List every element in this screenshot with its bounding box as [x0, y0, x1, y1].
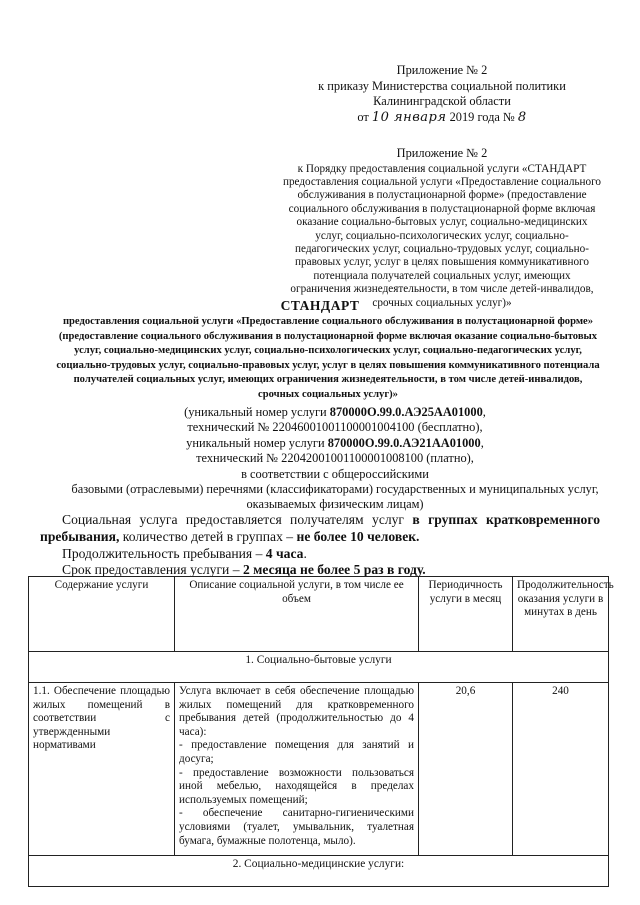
service-identifiers [40, 405, 630, 513]
table-row [29, 683, 609, 856]
description-intro: Услуга включает в себя обеспечение площадью жилых помещений для кратковременного пребывания детей (продолжительностью до 4 часа): [179, 685, 414, 738]
paragraph-duration: Продолжительность пребывания – 4 часа. [62, 546, 307, 561]
row-content-cell: 1.1. Обеспечение площадью жилых помещений в соответствии с утвержденными нормативами [29, 683, 175, 856]
year-text: 2019 года № [449, 109, 515, 124]
paragraph-term: Срок предоставления услуги – 2 месяца не более 5 раз в году. [62, 562, 426, 577]
appendix-order-date [282, 110, 602, 126]
identifier-line6: базовыми (отраслевыми) перечнями (классификаторами) государственных и муниципальных услуг, оказываемых физическим лицам) [71, 482, 599, 512]
description-item: - предоставление помещения для занятий и досуга; [179, 739, 414, 765]
appendix-procedure-line1: Приложение № 2 [396, 146, 488, 160]
handwritten-number: 8 [517, 109, 527, 125]
unique-number-free: 870000О.99.0.АЭ25АА01000 [329, 405, 483, 419]
appendix-order-line1: Приложение № 2 [396, 63, 488, 77]
appendix-order-line2: к приказу Министерства социальной политики [318, 78, 566, 93]
date-prefix: от [357, 109, 369, 124]
standard-subtitle: предоставления социальной услуги «Предоставление социального обслуживания в полустационарной форме» (предоставление социального обслуживания в полустационарной форме включая оказание социально-бытовых услуг, социально-медицинских услуг, социально-психологических услуг, социально-педагогических услуг, социально-трудовых услуг, социально-правовых услуг, услуг в целях повышения коммуникативного потенциала получателей социальных услуг, имеющих ограничения жизнедеятельности, в том числе детей-инвалидов, срочных социальных услуг)» [56, 316, 600, 400]
identifier-line3: уникальный номер услуги 870000О.99.0.АЭ21АА01000, [186, 435, 484, 450]
header-description: Описание социальной услуги, в том числе ее объем [175, 577, 419, 652]
unique-number-paid: 870000О.99.0.АЭ21АА01000 [327, 435, 481, 450]
header-duration: Продолжительность оказания услуги в минутах в день [513, 577, 609, 652]
identifier-line1: (уникальный номер услуги 870000О.99.0.АЭ25АА01000, [184, 405, 486, 419]
standard-title: СТАНДАРТ [280, 298, 360, 313]
table-section-row [29, 652, 609, 683]
appendix-procedure-block [282, 146, 602, 310]
appendix-order-block [282, 63, 602, 125]
header-content: Содержание услуги [29, 577, 175, 652]
row-frequency-cell: 20,6 [419, 683, 513, 856]
identifier-line5: в соответствии с общероссийскими [241, 466, 429, 481]
identifier-line2: технический № 22046001001100001004100 (бесплатно), [187, 420, 483, 435]
description-item: - предоставление возможности пользоваться иной мебелью, находящейся в пределах используемых помещений; [179, 766, 414, 806]
appendix-order-line3: Калининградской области [373, 94, 511, 109]
row-description-cell [175, 683, 419, 856]
header-frequency: Периодичность услуги в месяц [419, 577, 513, 652]
section-social-household: 1. Социально-бытовые услуги [29, 652, 609, 683]
services-table [28, 576, 614, 887]
table-header-row [29, 577, 609, 652]
paragraph-groups: Социальная услуга предоставляется получателям услуг в группах кратковременного пребывания, количество детей в группах – не более 10 человек. [40, 512, 600, 544]
row-duration-cell: 240 [513, 683, 609, 856]
appendix-procedure-body: к Порядку предоставления социальной услуги «СТАНДАРТ предоставления социальной услуги «Предоставление социального обслуживания в полустационарной форме» (предоставление социального обслуживания в полустационарной форме включая оказание социально-бытовых услуг, социально-медицинских услуг, социально-психологических услуг, социально-педагогических услуг, социально-трудовых услуг, социально-правовых услуг, услуг в целях повышения коммуникативного потенциала получателей социальных услуг, имеющих ограничения жизнедеятельности, в том числе детей-инвалидов, срочных социальных услуг)» [282, 162, 602, 309]
section-social-medical: 2. Социально-медицинские услуги: [29, 856, 609, 887]
table-section-row [29, 856, 609, 887]
identifier-line4: технический № 22042001001100001008100 (платно), [196, 451, 474, 466]
handwritten-date: 10 января [371, 109, 447, 125]
description-item: - обеспечение санитарно-гигиеническими условиями (туалет, умывальник, туалетная бумага, бумажные полотенца, мыло). [179, 807, 414, 847]
